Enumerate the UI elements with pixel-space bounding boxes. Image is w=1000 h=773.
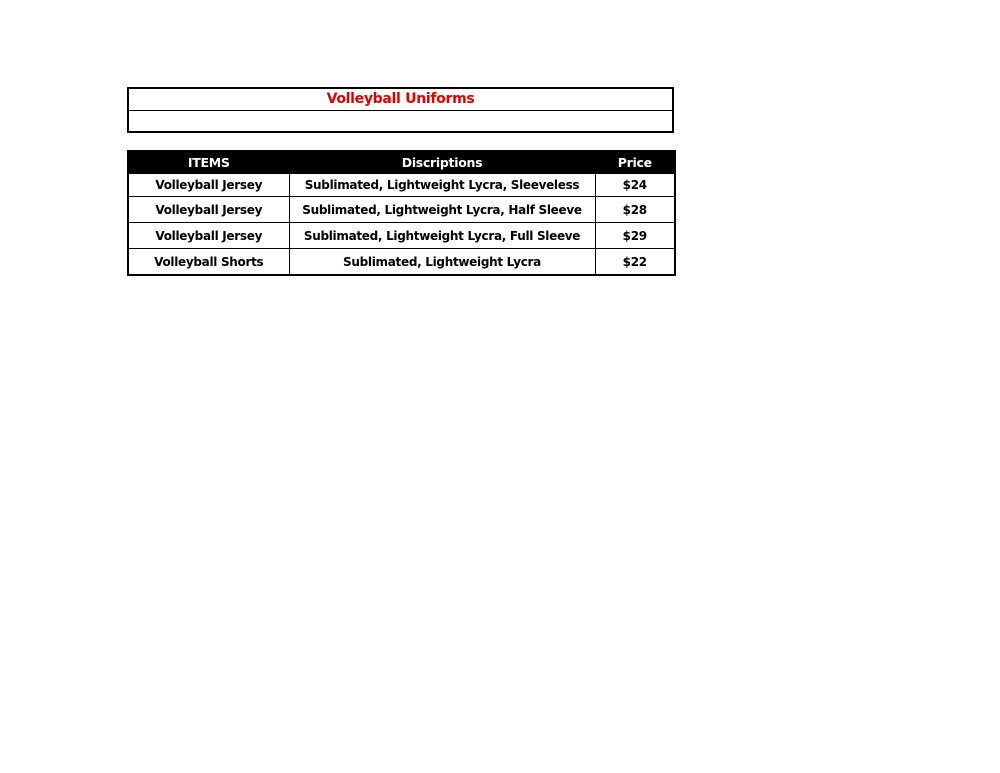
item-cell: Volleyball Jersey — [128, 197, 289, 223]
description-cell: Sublimated, Lightweight Lycra — [289, 249, 595, 276]
header-price: Price — [595, 151, 675, 174]
document-title: Volleyball Uniforms — [129, 89, 672, 111]
price-cell: $29 — [595, 223, 675, 249]
header-descriptions: Discriptions — [289, 151, 595, 174]
item-cell: Volleyball Shorts — [128, 249, 289, 276]
item-cell: Volleyball Jersey — [128, 223, 289, 249]
price-cell: $24 — [595, 174, 675, 197]
description-cell: Sublimated, Lightweight Lycra, Full Sleeve — [289, 223, 595, 249]
price-cell: $22 — [595, 249, 675, 276]
description-cell: Sublimated, Lightweight Lycra, Half Sleeve — [289, 197, 595, 223]
table-row — [128, 249, 675, 276]
table-row — [128, 223, 675, 249]
description-cell: Sublimated, Lightweight Lycra, Sleeveless — [289, 174, 595, 197]
title-box — [127, 87, 674, 133]
price-cell: $28 — [595, 197, 675, 223]
table-header-row — [128, 151, 675, 174]
header-items: ITEMS — [128, 151, 289, 174]
table-row — [128, 197, 675, 223]
item-cell: Volleyball Jersey — [128, 174, 289, 197]
price-table — [127, 150, 676, 276]
table-row — [128, 174, 675, 197]
title-empty-row — [129, 111, 672, 131]
